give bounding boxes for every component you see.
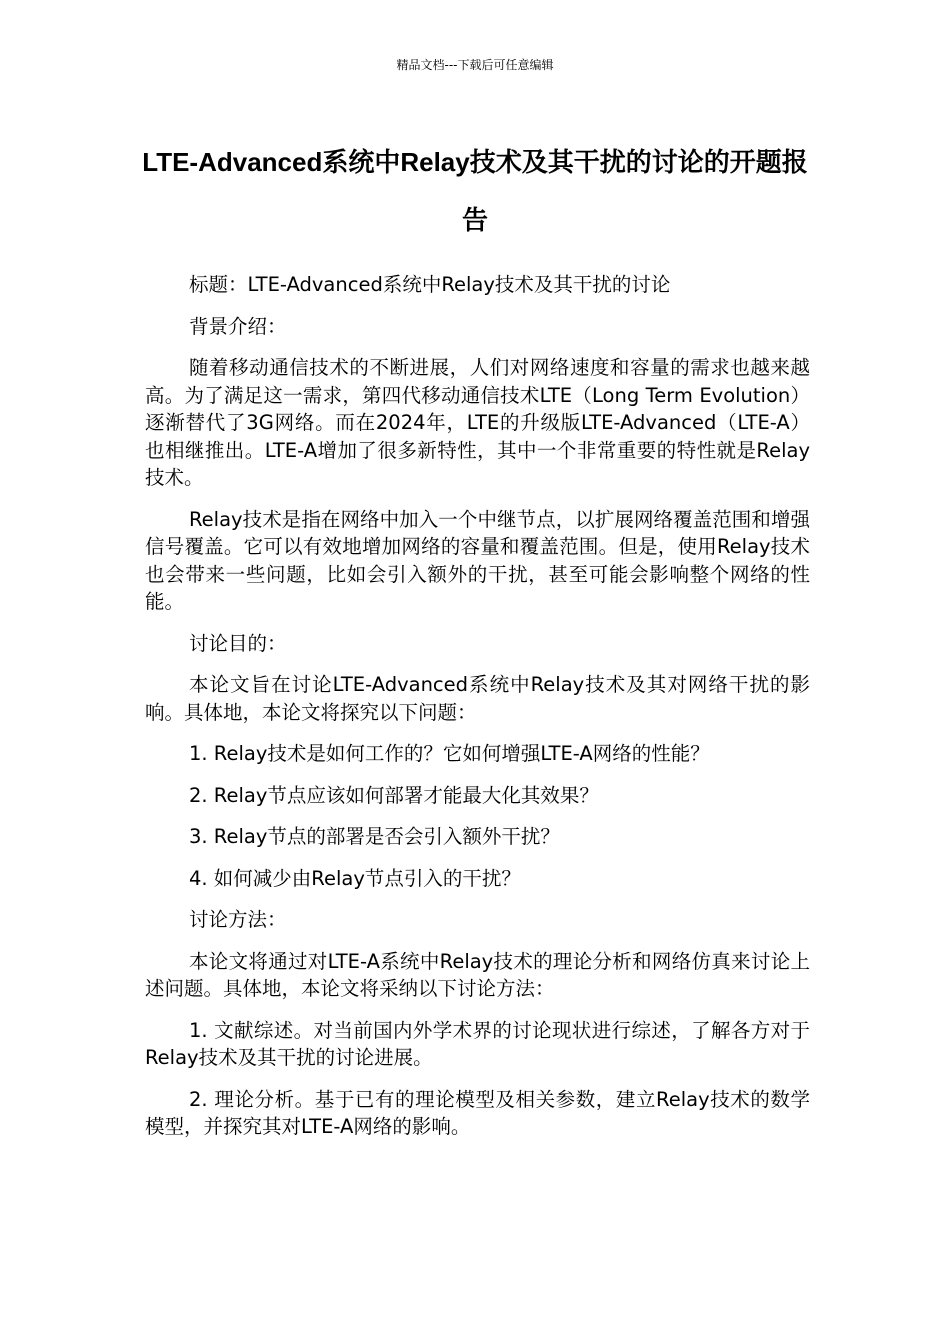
question-item-3: 3. Relay节点的部署是否会引入额外干扰？ bbox=[189, 825, 560, 848]
question-item-2: 2. Relay节点应该如何部署才能最大化其效果？ bbox=[189, 783, 599, 807]
document-body bbox=[145, 271, 810, 1155]
paragraph-topic: 标题：LTE-Advanced系统中Relay技术及其干扰的讨论 bbox=[189, 273, 671, 296]
method-item-2: 2. 理论分析。基于已有的理论模型及相关参数，建立Relay技术的数学模型，并探究其对LTE-A网络的影响。 bbox=[145, 1087, 810, 1138]
heading-purpose: 讨论目的： bbox=[189, 631, 287, 655]
page-header-note: 精品文档---下载后可任意编辑 bbox=[396, 58, 554, 72]
document-title: LTE-Advanced系统中Relay技术及其干扰的讨论的开题报告 bbox=[142, 147, 808, 235]
question-item-4: 4. 如何减少由Relay节点引入的干扰？ bbox=[189, 866, 521, 890]
heading-method: 讨论方法： bbox=[189, 908, 287, 931]
paragraph-purpose: 本论文旨在讨论LTE-Advanced系统中Relay技术及其对网络干扰的影响。具体地，本论文将探究以下问题： bbox=[145, 673, 810, 724]
method-item-1: 1. 文献综述。对当前国内外学术界的讨论现状进行综述，了解各方对于Relay技术及其干扰的讨论进展。 bbox=[145, 1018, 810, 1069]
paragraph-method: 本论文将通过对LTE-A系统中Relay技术的理论分析和网络仿真来讨论上述问题。具体地，本论文将采纳以下讨论方法： bbox=[145, 949, 810, 1000]
question-item-1: 1. Relay技术是如何工作的？它如何增强LTE-A网络的性能？ bbox=[189, 742, 710, 765]
paragraph-background-2: Relay技术是指在网络中加入一个中继节点，以扩展网络覆盖范围和增强信号覆盖。它可以有效地增加网络的容量和覆盖范围。但是，使用Relay技术也会带来一些问题，比如会引入额外的干扰，甚至可能会影响整个网络的性能。 bbox=[145, 507, 810, 613]
paragraph-background-1: 随着移动通信技术的不断进展，人们对网络速度和容量的需求也越来越高。为了满足这一需求，第四代移动通信技术LTE（Long Term Evolution）逐渐替代了3G网络。而在2024年，LTE的升级版LTE-Advanced（LTE-A）也相继推出。LTE-A增加了很多新特性，其中一个非常重要的特性就是Relay技术。 bbox=[145, 356, 810, 489]
heading-background: 背景介绍： bbox=[189, 314, 287, 338]
